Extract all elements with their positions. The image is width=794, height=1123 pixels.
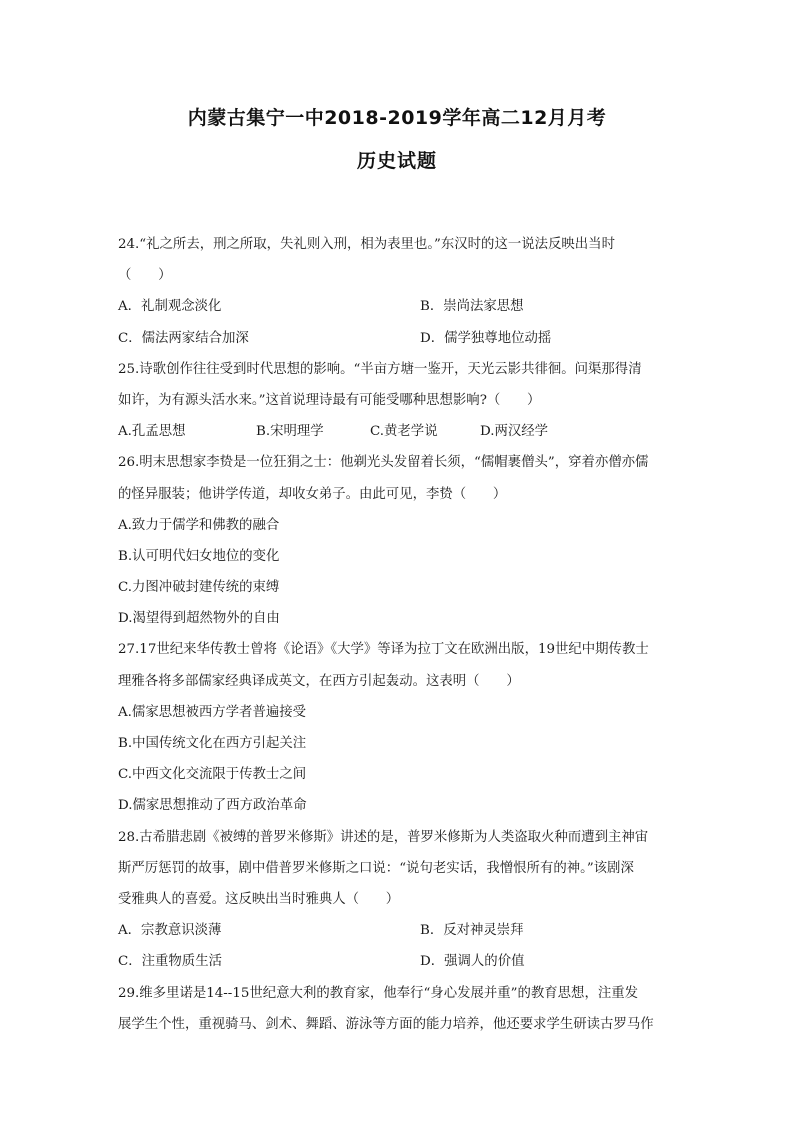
q29-stem-line-2: 展学生个性，重视骑马、剑术、舞蹈、游泳等方面的能力培养，他还要求学生研读古罗马作	[118, 1016, 654, 1032]
page-title: 内蒙古集宁一中2018-2019学年高二12月月考	[187, 107, 607, 129]
q26-option-b: B.认可明代妇女地位的变化	[118, 548, 280, 564]
q25-stem-line-2: 如许，为有源头活水来。”这首说理诗最有可能受哪种思想影响?（ ）	[118, 392, 541, 408]
q25-options-row	[118, 416, 678, 447]
q24-option-b: B．崇尚法家思想	[420, 299, 524, 315]
q24-stem-line-2: （ ）	[118, 268, 172, 284]
q24-options-row-2	[118, 323, 678, 354]
q26-stem-line-1: 26.明末思想家李贽是一位狂狷之士：他剃光头发留着长须，“儒帽裹僧头”，穿着亦僧亦儒	[118, 455, 649, 471]
q27-option-b: B.中国传统文化在西方引起关注	[118, 736, 307, 751]
q27-stem-line-2: 理雅各将多部儒家经典译成英文，在西方引起轰动。这表明（ ）	[118, 673, 520, 689]
q28-option-b: B．反对神灵崇拜	[420, 923, 524, 939]
q28-option-c: C．注重物质生活	[118, 954, 222, 970]
q28-stem-line-3: 受雅典人的喜爱。这反映出当时雅典人（ ）	[118, 891, 400, 907]
q24-stem-line-1: 24.“礼之所去，刑之所取，失礼则入刑，相为表里也。”东汉时的这一说法反映出当时	[118, 237, 615, 252]
q26-stem-line-2: 的怪异服装；他讲学传道，却收女弟子。由此可见，李贽（ ）	[118, 486, 507, 502]
q27-option-d: D.儒家思想推动了西方政治革命	[118, 798, 307, 814]
q28-options-row-2	[118, 946, 678, 977]
q26-option-d: D.渴望得到超然物外的自由	[118, 611, 280, 627]
q26-option-c: C.力图冲破封建传统的束缚	[118, 580, 280, 596]
q28-stem-line-2: 斯严厉惩罚的故事，剧中借普罗米修斯之口说：“说句老实话，我憎恨所有的神。”该剧深	[118, 860, 634, 876]
page-subtitle: 历史试题	[356, 150, 437, 172]
q29-stem-line-1: 29.维多里诺是14--15世纪意大利的教育家，他奉行“身心发展并重”的教育思想，注重发	[118, 985, 639, 1001]
q26-option-a: A.致力于儒学和佛教的融合	[118, 517, 280, 533]
q28-stem-line-1: 28.古希腊悲剧《被缚的普罗米修斯》讲述的是，普罗米修斯为人类盗取火种而遭到主神宙	[118, 829, 649, 845]
q27-stem-line-1: 27.17世纪来华传教士曾将《论语》《大学》等译为拉丁文在欧洲出版，19世纪中期传教士	[118, 642, 649, 658]
q25-option-d: D.两汉经学	[480, 424, 549, 440]
q24-options-row-1	[118, 291, 678, 322]
q28-option-d: D．强调人的价值	[420, 954, 525, 970]
q24-option-a: A．礼制观念淡化	[118, 299, 222, 315]
q28-option-a: A．宗教意识淡薄	[118, 923, 222, 939]
q28-options-row-1	[118, 915, 678, 946]
q24-option-c: C．儒法两家结合加深	[118, 330, 249, 346]
q25-option-c: C.黄老学说	[370, 424, 438, 440]
q27-option-a: A.儒家思想被西方学者普遍接受	[118, 704, 307, 720]
q25-option-b: B.宋明理学	[256, 424, 324, 440]
q24-option-d: D．儒学独尊地位动摇	[420, 330, 552, 346]
q25-stem-line-1: 25.诗歌创作往往受到时代思想的影响。“半亩方塘一鉴开，天光云影共徘徊。问渠那得清	[118, 361, 642, 377]
q25-option-a: A.孔孟思想	[118, 424, 186, 440]
question-list	[118, 229, 678, 1040]
q27-option-c: C.中西文化交流限于传教士之间	[118, 767, 307, 783]
